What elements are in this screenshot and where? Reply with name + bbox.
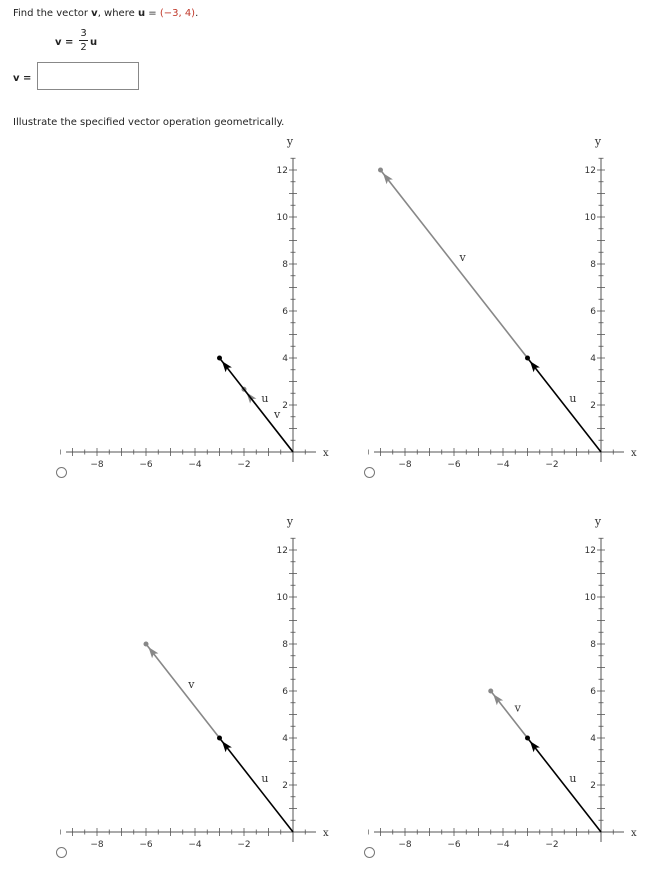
y-tick-label: 8 — [282, 260, 288, 270]
question-where: , where — [97, 8, 138, 19]
x-tick-label: −8 — [398, 840, 412, 850]
y-tick-label: 2 — [282, 401, 288, 411]
vector-u-endpoint — [217, 736, 222, 741]
y-axis-label: y — [286, 515, 294, 528]
vector-u-label: u — [261, 392, 269, 406]
vector-u-endpoint — [217, 356, 222, 361]
x-tick-label: −4 — [188, 460, 202, 470]
y-tick-label: 4 — [282, 734, 288, 744]
vector-u-arrowhead — [530, 741, 540, 752]
answer-label: v = — [13, 73, 32, 84]
vector-u-arrowhead — [222, 741, 232, 752]
y-tick-label: 2 — [590, 401, 596, 411]
answer-input[interactable] — [37, 62, 139, 90]
question-prefix: Find the vector — [13, 8, 92, 19]
vector-v-endpoint — [378, 168, 383, 173]
graph-option-1[interactable] — [60, 130, 335, 470]
vector-u-label: u — [261, 772, 269, 786]
vector-u-arrowhead — [222, 361, 232, 372]
vector-v-line — [381, 170, 528, 358]
y-tick-label: 12 — [276, 546, 288, 556]
x-tick-label: −2 — [237, 460, 251, 470]
vector-v-endpoint — [488, 689, 493, 694]
x-tick-label: −6 — [139, 840, 153, 850]
x-axis-label: x — [631, 828, 637, 839]
x-axis-label: x — [323, 828, 329, 839]
y-tick-label: 12 — [584, 166, 596, 176]
x-tick-label: −8 — [90, 840, 104, 850]
vector-v-symbol: v — [91, 8, 98, 19]
y-tick-label: 12 — [276, 166, 288, 176]
vector-v-arrowhead — [493, 694, 503, 705]
vector-u-arrowhead — [530, 361, 540, 372]
y-tick-label: 4 — [590, 734, 596, 744]
vector-v-label: v — [188, 678, 195, 692]
equation-u: u — [90, 37, 98, 48]
vector-u-endpoint — [525, 356, 530, 361]
graph-option-3[interactable] — [60, 510, 335, 850]
u-value: (−3, 4) — [159, 8, 196, 19]
fraction-denominator: 2 — [80, 42, 87, 53]
vector-v-label: v — [459, 251, 466, 265]
x-tick-label: −6 — [447, 460, 461, 470]
y-tick-label: 10 — [584, 593, 596, 603]
x-tick-label: −4 — [496, 840, 510, 850]
fraction-bar — [79, 40, 88, 41]
x-tick-label: −2 — [545, 460, 559, 470]
vector-u-endpoint — [525, 736, 530, 741]
graph-option-4[interactable] — [368, 510, 643, 850]
x-tick-label: −6 — [139, 460, 153, 470]
y-axis-label: y — [286, 135, 294, 148]
y-tick-label: 8 — [590, 640, 596, 650]
vector-v-label: v — [274, 407, 281, 421]
equation-lhs: v = — [55, 37, 74, 48]
vector-v-arrowhead — [383, 173, 393, 184]
fraction — [79, 28, 88, 53]
vector-v-endpoint — [144, 642, 149, 647]
x-tick-label: −4 — [496, 460, 510, 470]
question-text — [13, 8, 198, 19]
y-tick-label: 6 — [590, 687, 596, 697]
vector-u-label: u — [569, 772, 577, 786]
fraction-numerator: 3 — [80, 28, 87, 39]
y-tick-label: 10 — [584, 213, 596, 223]
instruction-text: Illustrate the specified vector operation geometrically. — [13, 117, 285, 128]
x-tick-label: −8 — [90, 460, 104, 470]
x-tick-label: −6 — [447, 840, 461, 850]
vector-u-label: u — [569, 392, 577, 406]
y-tick-label: 10 — [276, 213, 288, 223]
y-tick-label: 12 — [584, 546, 596, 556]
vector-u-symbol: u — [137, 8, 146, 19]
y-tick-label: 8 — [282, 640, 288, 650]
y-axis-label: y — [594, 515, 602, 528]
y-tick-label: 2 — [590, 781, 596, 791]
question-equals: = — [145, 8, 160, 19]
graph-option-2[interactable] — [368, 130, 643, 470]
y-tick-label: 10 — [276, 593, 288, 603]
y-tick-label: 4 — [282, 354, 288, 364]
x-tick-label: −2 — [237, 840, 251, 850]
y-tick-label: 2 — [282, 781, 288, 791]
vector-v-line — [146, 644, 220, 738]
vector-v-label: v — [514, 701, 521, 715]
y-tick-label: 8 — [590, 260, 596, 270]
y-axis-label: y — [594, 135, 602, 148]
x-tick-label: −2 — [545, 840, 559, 850]
y-tick-label: 6 — [282, 307, 288, 317]
y-tick-label: 4 — [590, 354, 596, 364]
vector-v-arrowhead — [148, 647, 158, 658]
question-end: . — [195, 8, 199, 19]
x-axis-label: x — [323, 448, 329, 459]
x-axis-label: x — [631, 448, 637, 459]
y-tick-label: 6 — [590, 307, 596, 317]
y-tick-label: 6 — [282, 687, 288, 697]
x-tick-label: −8 — [398, 460, 412, 470]
x-tick-label: −4 — [188, 840, 202, 850]
